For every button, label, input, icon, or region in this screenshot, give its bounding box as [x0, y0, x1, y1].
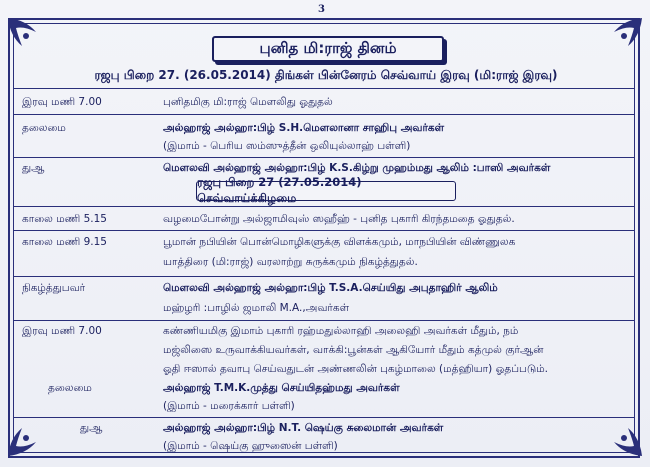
schedule-item-text: அல்ஹாஜ் அல்ஹா:பிழ் N.T. ஷெய்கு சுலைமான் அவர்கள் [163, 422, 444, 434]
schedule-time-label: காலை மணி 9.15 [22, 236, 107, 248]
schedule-item-text: மஹ்ழரி :பாழில் ஜமாலி M.A.,அவர்கள் [163, 302, 350, 314]
divider [14, 206, 634, 207]
divider [14, 276, 634, 277]
corner-ornament-top-left [6, 16, 40, 50]
divider [14, 88, 634, 89]
schedule-item-text: வழமைபோன்று அல்ஜாமிவுஸ் ஸஹீஹ் - புனித புகாரி கிரந்தமதை ஓதுதல். [163, 213, 515, 225]
page-number: 3 [318, 4, 325, 15]
corner-ornament-bottom-left [6, 424, 40, 458]
schedule-item-text: பூமான் நபியின் பொன்மொழிகளுக்கு விளக்கமும், மாநபியின் விண்ணுலக [163, 236, 516, 248]
divider [14, 417, 634, 418]
schedule-item-text: மௌலவி அல்ஹாஜ் அல்ஹா:பிழ் K.S.கிழ்று முஹம்மது ஆலிம் :பாஸி அவர்கள் [163, 162, 551, 174]
schedule-item-subtext: (இமாம் - ஷெய்கு ஹுஸைன் பள்ளி) [163, 440, 338, 452]
schedule-item-text: அல்ஹாஜ் அல்ஹா:பிழ் S.H.மௌலானா சாஹிபு அவர்கள் [163, 122, 445, 134]
schedule-item-text: மௌலவி அல்ஹாஜ் அல்ஹா:பிழ் T.S.A.செய்யிது அபுதாஹிர் ஆலிம் [163, 282, 498, 294]
schedule-role-label: துஆ [80, 422, 103, 434]
schedule-role-label: நிகழ்த்துபவர் [22, 282, 86, 294]
schedule-item-subtext: (இமாம் - மரைக்கார் பள்ளி) [163, 400, 295, 412]
schedule-item-text: கண்ணியமிகு இமாம் புகாரி ரஹ்மதுல்லாஹி அலைஹி அவர்கள் மீதும், நம் [163, 325, 519, 337]
event-header: ரஜபு பிறை 27. (26.05.2014) திங்கள் பின்னேரம் செவ்வாய் இரவு (மி:ராஜ் இரவு) [94, 68, 558, 82]
schedule-role-label: தலைமை [48, 382, 92, 394]
divider [14, 114, 634, 115]
schedule-item-text: ஓதி ஈஸால் தவாபு செய்வதுடன் அண்ணலின் புகழ்மாலை (மத்ஹியா) ஓதப்படும். [163, 363, 549, 375]
schedule-role-label: தலைமை [22, 122, 66, 134]
divider [14, 230, 634, 231]
schedule-item-text: யாத்திரை (மி:ராஜ்) வரலாற்று சுருக்கமும் நிகழ்த்துதல். [163, 256, 418, 268]
page-title: புனித மி:ராஜ் தினம் [212, 36, 444, 62]
schedule-item-text: அல்ஹாஜ் T.M.K.முத்து செய்யிதஹ்மது அவர்கள் [163, 382, 400, 394]
corner-ornament-bottom-right [610, 424, 644, 458]
schedule-time-label: இரவு மணி 7.00 [22, 96, 102, 108]
schedule-item-text: புனிதமிகு மி:ராஜ் மௌலிது ஓதுதல் [163, 96, 333, 108]
schedule-time-label: காலை மணி 5.15 [22, 213, 107, 225]
schedule-time-label: இரவு மணி 7.00 [22, 325, 102, 337]
day-subheader: ரஜபு பிறை 27 (27.05.2014) செவ்வாய்க்கிழமை [196, 181, 456, 201]
divider [14, 320, 634, 321]
schedule-item-subtext: (இமாம் - பெரிய ஸம்ஸுத்தீன் ஒலியுல்லாஹ் பள்ளி) [163, 140, 411, 152]
schedule-role-label: துஆ [22, 162, 45, 174]
corner-ornament-top-right [610, 16, 644, 50]
divider [14, 157, 634, 158]
schedule-item-text: மஜ்லிஸை உருவாக்கியவர்கள், வாக்கி:பூன்கள் ஆகியோர் மீதும் கத்முல் குர்ஆன் [163, 344, 544, 356]
